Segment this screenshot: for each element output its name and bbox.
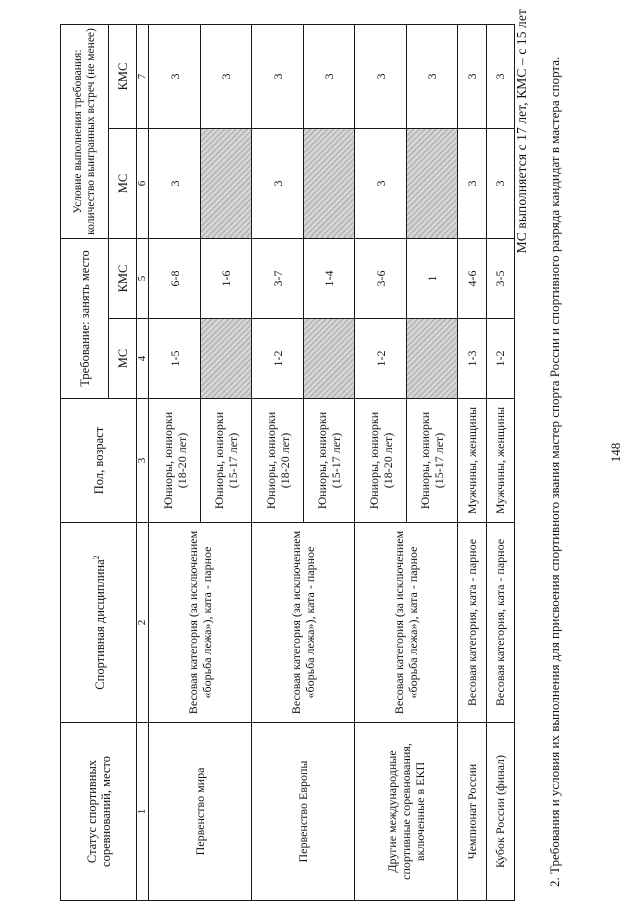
discipline-cell: Весовая категория (за исключением «борьба лежа»), ката - парное bbox=[252, 523, 355, 723]
intro-paragraph: 2. Требования и условия их выполнения для присвоения спортивного звания мастер спорта России и спортивного разряда кандидат в мастера спорта. bbox=[547, 56, 562, 887]
table-row bbox=[458, 25, 486, 901]
header-wins-ms: МС bbox=[109, 129, 137, 239]
wins-ms-cell bbox=[303, 129, 355, 239]
place-kms-cell: 3-6 bbox=[355, 239, 407, 319]
status-cell: Чемпионат России bbox=[458, 723, 486, 901]
column-number: 1 bbox=[137, 723, 149, 901]
gender-age-cell: Юниоры, юниорки (15-17 лет) bbox=[406, 399, 458, 523]
column-number: 4 bbox=[137, 319, 149, 399]
column-number: 5 bbox=[137, 239, 149, 319]
discipline-cell: Весовая категория, ката - парное bbox=[458, 523, 486, 723]
place-ms-cell: 1-5 bbox=[149, 319, 201, 399]
gender-age-cell: Юниоры, юниорки (18-20 лет) bbox=[252, 399, 304, 523]
header-discipline-text: Спортивная дисциплина bbox=[93, 559, 108, 690]
gender-age-cell: Мужчины, женщины bbox=[458, 399, 486, 523]
place-ms-cell: 1-3 bbox=[458, 319, 486, 399]
page-number: 148 bbox=[608, 442, 623, 463]
discipline-cell: Весовая категория (за исключением «борьба лежа»), ката - парное bbox=[149, 523, 252, 723]
status-cell: Первенство мира bbox=[149, 723, 252, 901]
column-number: 3 bbox=[137, 399, 149, 523]
wins-ms-cell: 3 bbox=[252, 129, 304, 239]
wins-kms-cell: 3 bbox=[303, 25, 355, 129]
place-ms-cell: 1-2 bbox=[486, 319, 514, 399]
gender-age-cell: Юниоры, юниорки (18-20 лет) bbox=[149, 399, 201, 523]
status-cell: Кубок России (финал) bbox=[486, 723, 514, 901]
column-number: 2 bbox=[137, 523, 149, 723]
wins-ms-cell bbox=[406, 129, 458, 239]
requirements-table bbox=[60, 24, 515, 901]
place-kms-cell: 1-6 bbox=[200, 239, 252, 319]
header-wins-kms: КМС bbox=[109, 25, 137, 129]
gender-age-cell: Юниоры, юниорки (15-17 лет) bbox=[200, 399, 252, 523]
wins-ms-cell: 3 bbox=[458, 129, 486, 239]
wins-kms-cell: 3 bbox=[486, 25, 514, 129]
wins-kms-cell: 3 bbox=[458, 25, 486, 129]
discipline-cell: Весовая категория (за исключением «борьба лежа»), ката - парное bbox=[355, 523, 458, 723]
place-ms-cell bbox=[406, 319, 458, 399]
header-wins-requirement: Условие выполнения требования: количество выигранных встреч (не менее) bbox=[61, 25, 109, 239]
place-kms-cell: 3-7 bbox=[252, 239, 304, 319]
wins-ms-cell: 3 bbox=[149, 129, 201, 239]
column-number: 7 bbox=[137, 25, 149, 129]
place-kms-cell: 6-8 bbox=[149, 239, 201, 319]
header-discipline bbox=[61, 523, 137, 723]
wins-kms-cell: 3 bbox=[149, 25, 201, 129]
status-cell: Другие международные спортивные соревнования, включенные в ЕКП bbox=[355, 723, 458, 901]
wins-kms-cell: 3 bbox=[355, 25, 407, 129]
gender-age-cell: Юниоры, юниорки (18-20 лет) bbox=[355, 399, 407, 523]
place-kms-cell: 3-5 bbox=[486, 239, 514, 319]
discipline-cell: Весовая категория, ката - парное bbox=[486, 523, 514, 723]
table-row bbox=[149, 25, 201, 901]
wins-ms-cell: 3 bbox=[355, 129, 407, 239]
age-requirement-note: МС выполняется с 17 лет, КМС – с 15 лет bbox=[514, 9, 529, 254]
place-ms-cell: 1-2 bbox=[355, 319, 407, 399]
table-row bbox=[252, 25, 304, 901]
gender-age-cell: Мужчины, женщины bbox=[486, 399, 514, 523]
header-status: Статус спортивных соревнований, место bbox=[61, 723, 137, 901]
wins-ms-cell: 3 bbox=[486, 129, 514, 239]
status-cell: Первенство Европы bbox=[252, 723, 355, 901]
header-gender-age: Пол, возраст bbox=[61, 399, 137, 523]
header-place-requirement: Требование: занять место bbox=[61, 239, 109, 399]
table-row bbox=[486, 25, 514, 901]
place-kms-cell: 4-6 bbox=[458, 239, 486, 319]
wins-kms-cell: 3 bbox=[200, 25, 252, 129]
place-ms-cell bbox=[303, 319, 355, 399]
footnote-marker: 2 bbox=[92, 555, 102, 560]
table-row bbox=[355, 25, 407, 901]
wins-ms-cell bbox=[200, 129, 252, 239]
place-ms-cell: 1-2 bbox=[252, 319, 304, 399]
header-place-kms: КМС bbox=[109, 239, 137, 319]
wins-kms-cell: 3 bbox=[406, 25, 458, 129]
column-number: 6 bbox=[137, 129, 149, 239]
wins-kms-cell: 3 bbox=[252, 25, 304, 129]
header-place-ms: МС bbox=[109, 319, 137, 399]
gender-age-cell: Юниоры, юниорки (15-17 лет) bbox=[303, 399, 355, 523]
place-ms-cell bbox=[200, 319, 252, 399]
column-number-row bbox=[137, 25, 149, 901]
place-kms-cell: 1-4 bbox=[303, 239, 355, 319]
place-kms-cell: 1 bbox=[406, 239, 458, 319]
